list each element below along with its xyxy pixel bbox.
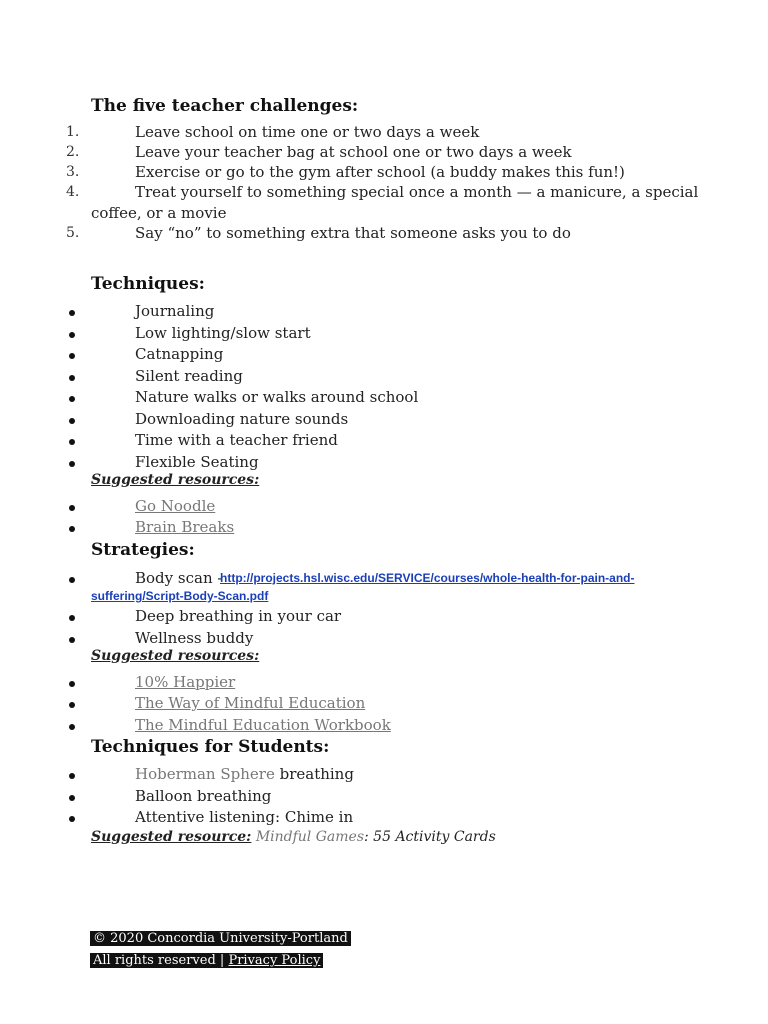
bullet-icon (69, 577, 75, 583)
bullet-icon (69, 310, 75, 316)
techniques-heading: Techniques: (91, 274, 205, 294)
bullet-icon (69, 795, 75, 801)
footer-separator: | (219, 953, 225, 968)
mindful-games-rest: : 55 Activity Cards (364, 829, 496, 845)
mindful-education-workbook-link[interactable]: The Mindful Education Workbook (135, 716, 391, 734)
list-item: Low lighting/slow start (135, 324, 311, 342)
way-of-mindful-education-link[interactable]: The Way of Mindful Education (135, 694, 366, 712)
list-item: Flexible Seating (135, 453, 259, 471)
list-item: Treat yourself to something special once a month — a manicure, a special (135, 183, 699, 201)
list-item: Silent reading (135, 367, 243, 385)
list-item: Wellness buddy (135, 629, 254, 647)
bullet-icon (69, 418, 75, 424)
list-item: Deep breathing in your car (135, 607, 342, 625)
list-item: Exercise or go to the gym after school (a buddy makes this fun!) (135, 163, 625, 181)
brain-breaks-link[interactable]: Brain Breaks (135, 518, 235, 536)
bullet-icon (69, 505, 75, 511)
list-item: Leave your teacher bag at school one or two days a week (135, 143, 572, 161)
list-item: Nature walks or walks around school (135, 388, 419, 406)
body-scan-label: Body scan - (135, 569, 223, 587)
list-item: Time with a teacher friend (135, 431, 338, 449)
bullet-icon (69, 637, 75, 643)
bullet-icon (69, 353, 75, 359)
bullet-icon (69, 773, 75, 779)
list-number: 5. (66, 225, 80, 241)
list-item: Downloading nature sounds (135, 410, 349, 428)
bullet-icon (69, 702, 75, 708)
body-scan-url-link-cont[interactable]: suffering/Script-Body-Scan.pdf (91, 589, 269, 603)
list-item: Say “no” to something extra that someone asks you to do (135, 224, 571, 242)
rights-text: All rights reserved (93, 953, 216, 968)
list-item: Catnapping (135, 345, 224, 363)
bullet-icon (69, 461, 75, 467)
bullet-icon (69, 724, 75, 730)
bullet-icon (69, 526, 75, 532)
challenges-heading: The five teacher challenges: (91, 96, 359, 116)
list-item (135, 765, 354, 784)
list-item: Attentive listening: Chime in (135, 808, 354, 826)
bullet-icon (69, 615, 75, 621)
bullet-icon (69, 396, 75, 402)
copyright-text: © 2020 Concordia University-Portland (90, 931, 351, 946)
list-item: Balloon breathing (135, 787, 272, 805)
strategies-heading: Strategies: (91, 540, 195, 560)
list-item: Leave school on time one or two days a week (135, 123, 480, 141)
bullet-icon (69, 681, 75, 687)
suggested-resources-label: Suggested resources: (91, 648, 260, 664)
list-item: Journaling (135, 302, 215, 320)
list-number: 4. (66, 184, 80, 200)
footer-rights-line (90, 953, 323, 968)
list-item-continuation: coffee, or a movie (91, 204, 227, 222)
students-heading: Techniques for Students: (91, 737, 330, 757)
hoberman-sphere-link[interactable]: Hoberman Sphere (135, 765, 275, 783)
bullet-icon (69, 816, 75, 822)
suggested-resources-label: Suggested resources: (91, 472, 260, 488)
body-scan-url-link[interactable]: http://projects.hsl.wisc.edu/SERVICE/courses/whole-health-for-pain-and- (220, 571, 635, 585)
hoberman-rest: breathing (274, 765, 354, 783)
bullet-icon (69, 375, 75, 381)
suggested-resource-line (91, 828, 496, 847)
list-number: 1. (66, 124, 80, 140)
bullet-icon (69, 439, 75, 445)
go-noodle-link[interactable]: Go Noodle (135, 497, 216, 515)
list-number: 3. (66, 164, 80, 180)
suggested-resource-label: Suggested resource: (91, 829, 252, 845)
footer (90, 927, 351, 969)
list-number: 2. (66, 144, 80, 160)
bullet-icon (69, 332, 75, 338)
privacy-policy-link[interactable]: Privacy Policy (228, 953, 321, 968)
mindful-games-link[interactable]: Mindful Games (255, 829, 365, 845)
ten-percent-happier-link[interactable]: 10% Happier (135, 673, 236, 691)
